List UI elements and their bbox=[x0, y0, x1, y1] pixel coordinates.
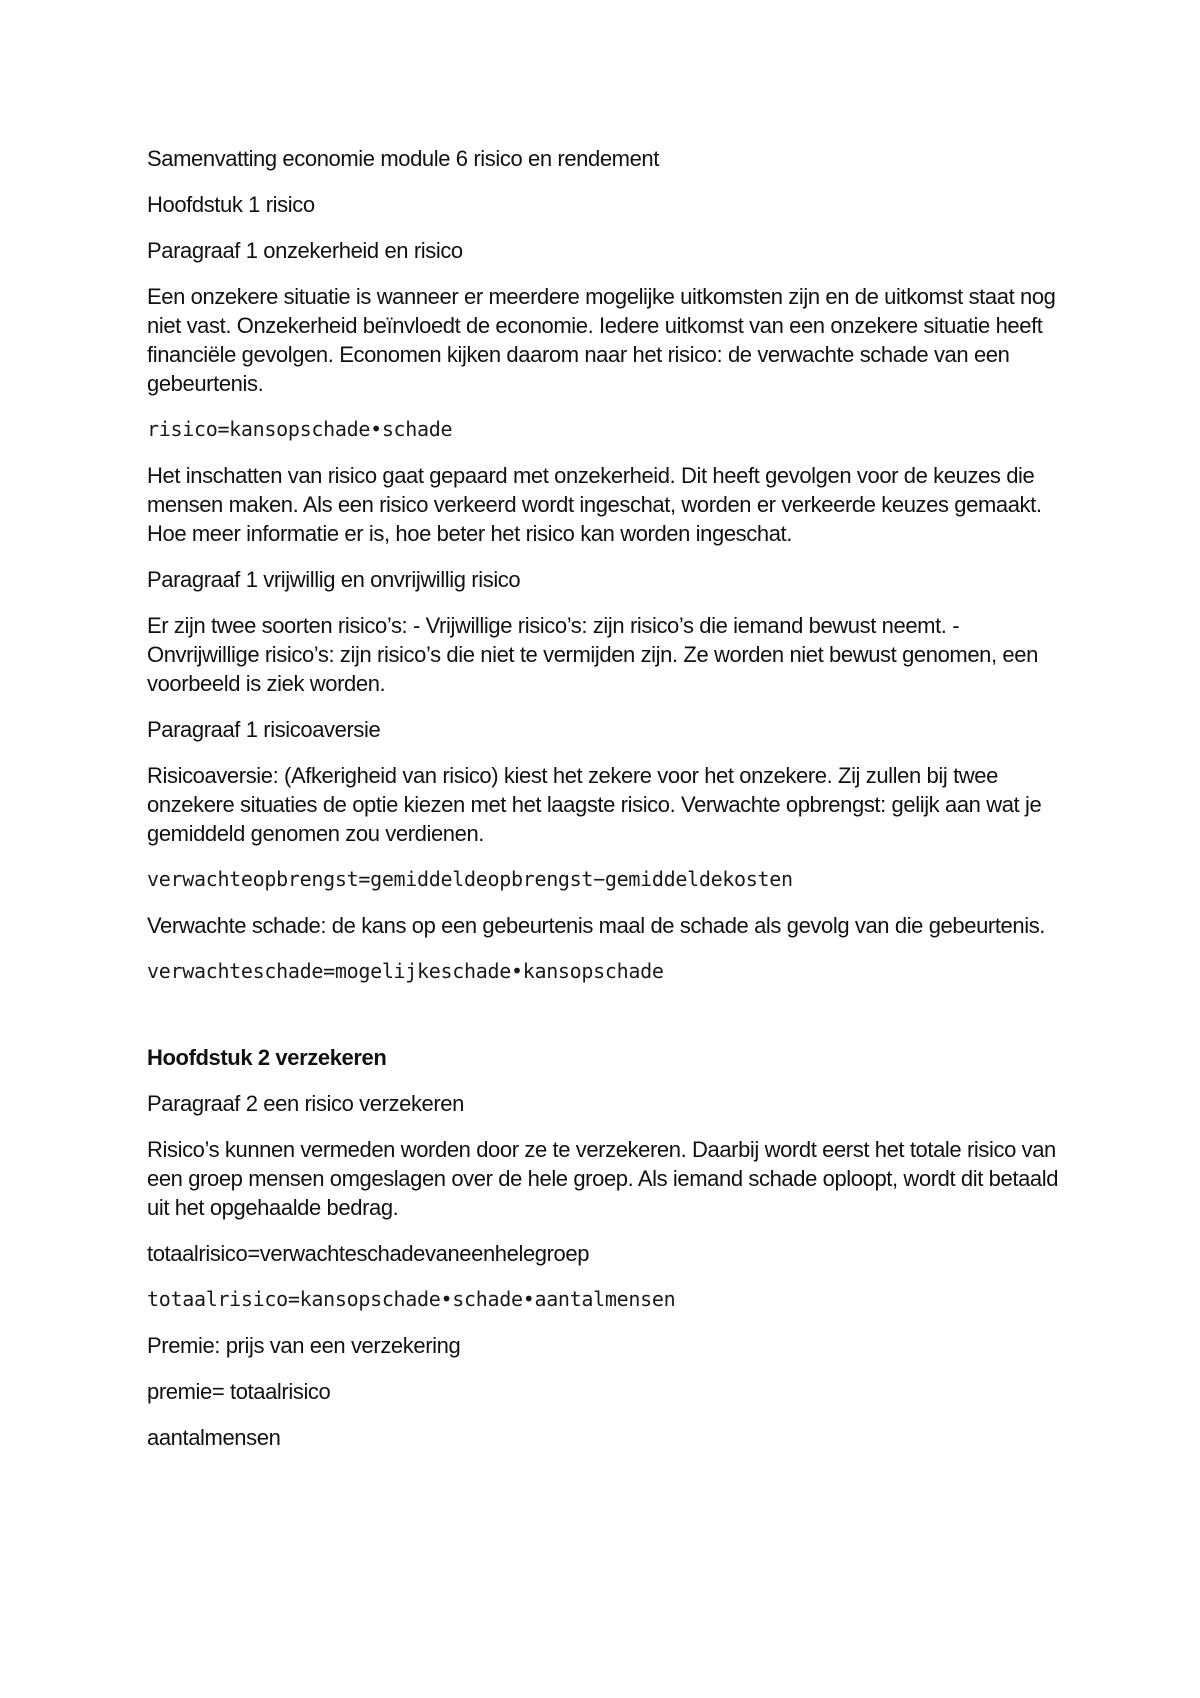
section-onzekerheid-heading: Paragraaf 1 onzekerheid en risico bbox=[147, 238, 463, 263]
paragraph-risicoaversie: Risicoaversie: (Afkerigheid van risico) kiest het zekere voor het onzekere. Zij zullen bij twee onzekere situaties de optie kiezen met het laagste risico. Verwachte opbrengst: gelijk aan wat je gemiddeld genomen zou verdienen. bbox=[147, 763, 1042, 846]
formula-verwachte-opbrengst: verwachteopbrengst=gemiddeldeopbrengst−gemiddeldekosten bbox=[147, 867, 793, 891]
formula-totaalrisico: totaalrisico=kansopschade•schade•aantalmensen bbox=[147, 1287, 676, 1311]
formula-risico: risico=kansopschade•schade bbox=[147, 417, 453, 441]
paragraph-risicos-verzekeren: Risico’s kunnen vermeden worden door ze te verzekeren. Daarbij wordt eerst het totale risico van een groep mensen omgeslagen over de hele groep. Als iemand schade oploopt, wordt dit betaald uit het opgehaalde bedrag. bbox=[147, 1137, 1059, 1220]
chapter-1-heading: Hoofdstuk 1 risico bbox=[147, 192, 315, 217]
chapter-2-heading: Hoofdstuk 2 verzekeren bbox=[147, 1045, 387, 1070]
paragraph-verwachte-schade: Verwachte schade: de kans op een gebeurtenis maal de schade als gevolg van die gebeurtenis. bbox=[147, 913, 1046, 938]
document-title: Samenvatting economie module 6 risico en rendement bbox=[147, 146, 659, 171]
section-risicoaversie-heading: Paragraaf 1 risicoaversie bbox=[147, 717, 381, 742]
paragraph-inschatten-risico: Het inschatten van risico gaat gepaard met onzekerheid. Dit heeft gevolgen voor de keuzes die mensen maken. Als een risico verkeerd wordt ingeschat, worden er verkeerde keuzes gemaakt. Hoe meer informatie er is, hoe beter het risico kan worden ingeschat. bbox=[147, 463, 1042, 546]
line-totaalrisico-definitie: totaalrisico=verwachteschadevaneenhelegroep bbox=[147, 1241, 590, 1266]
formula-premie-numerator: premie= totaalrisico bbox=[147, 1379, 331, 1404]
paragraph-soorten-risicos: Er zijn twee soorten risico’s: - Vrijwillige risico’s: zijn risico’s die iemand bewust neemt. - Onvrijwillige risico’s: zijn risico’s die niet te vermijden zijn. Ze worden niet bewust genomen, een voorbeeld is ziek worden. bbox=[147, 613, 1038, 696]
formula-verwachte-schade: verwachteschade=mogelijkeschade•kansopschade bbox=[147, 959, 664, 983]
formula-premie-denominator: aantalmensen bbox=[147, 1425, 281, 1450]
paragraph-premie: Premie: prijs van een verzekering bbox=[147, 1333, 461, 1358]
section-verzekeren-heading: Paragraaf 2 een risico verzekeren bbox=[147, 1091, 464, 1116]
section-vrijwillig-heading: Paragraaf 1 vrijwillig en onvrijwillig risico bbox=[147, 567, 521, 592]
paragraph-onzekere-situatie: Een onzekere situatie is wanneer er meerdere mogelijke uitkomsten zijn en de uitkomst staat nog niet vast. Onzekerheid beïnvloedt de economie. Iedere uitkomst van een onzekere situatie heeft financiële gevolgen. Economen kijken daarom naar het risico: de verwachte schade van een gebeurtenis. bbox=[147, 284, 1056, 396]
blank-line bbox=[147, 1003, 1077, 1043]
document-body bbox=[147, 144, 1077, 1469]
